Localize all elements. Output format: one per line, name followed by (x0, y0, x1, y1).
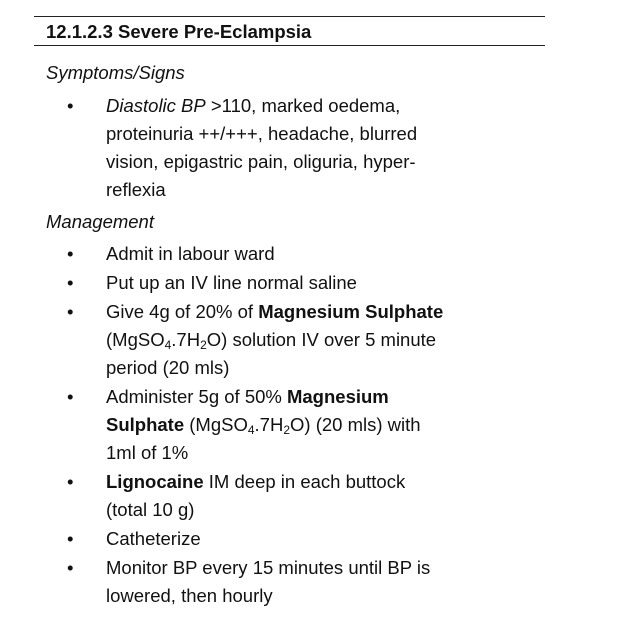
management-item-iv-line (0, 269, 628, 297)
bullet-icon: • (67, 95, 74, 116)
management-item-maintenance-dose (0, 383, 628, 467)
text-line: Monitor BP every 15 minutes until BP is (106, 557, 431, 578)
management-item-catheterize (0, 525, 628, 553)
management-item-lignocaine (0, 468, 628, 524)
diastolic-bp-label: Diastolic BP (106, 95, 206, 116)
text-line: reflexia (106, 179, 166, 200)
text-segment: (MgSO (106, 329, 165, 350)
text-line: (total 10 g) (106, 499, 195, 520)
bullet-icon: • (67, 557, 74, 578)
management-item-monitor-bp (0, 554, 628, 610)
text-line: Admit in labour ward (106, 243, 275, 264)
drug-name: Sulphate (106, 414, 185, 435)
text-line (106, 383, 628, 411)
symptoms-list (0, 92, 628, 204)
text-line: 1ml of 1% (106, 442, 189, 463)
symptoms-list-item (0, 92, 628, 204)
subscript: 4 (247, 423, 255, 437)
bullet-icon: • (67, 243, 74, 264)
text-line: lowered, then hourly (106, 585, 273, 606)
management-item-loading-dose (0, 298, 628, 382)
subscript: 2 (200, 338, 207, 352)
bullet-icon: • (67, 471, 74, 492)
subscript: 2 (283, 423, 291, 437)
drug-name: Magnesium Sulphate (258, 301, 444, 322)
bullet-icon: • (67, 528, 74, 549)
text-line (106, 468, 628, 496)
management-item-admit (0, 240, 628, 268)
text-line: vision, epigastric pain, oliguria, hyper- (106, 151, 416, 172)
text-line (106, 411, 628, 439)
text-segment: Administer 5g of 50% (106, 386, 287, 407)
bullet-icon: • (67, 386, 74, 407)
symptoms-signs-label: Symptoms/Signs (46, 62, 185, 83)
section-heading: 12.1.2.3 Severe Pre-Eclampsia (46, 21, 312, 42)
text-line: Put up an IV line normal saline (106, 272, 357, 293)
text-line (106, 92, 628, 120)
bullet-icon: • (67, 301, 74, 322)
top-rule (34, 16, 545, 17)
text-segment: (MgSO (184, 414, 248, 435)
text-segment: O) solution IV over 5 minute (206, 329, 437, 350)
text-line: Catheterize (106, 528, 201, 549)
text-segment: O) (20 mls) with (290, 414, 421, 435)
text-line: proteinuria ++/+++, headache, blurred (106, 123, 418, 144)
text-line (106, 298, 628, 326)
text-segment: >110, marked oedema, (205, 95, 401, 116)
text-line: period (20 mls) (106, 357, 230, 378)
text-segment: Give 4g of 20% of (106, 301, 259, 322)
text-line (106, 326, 628, 354)
text-segment: .7H (171, 329, 201, 350)
drug-name: Lignocaine (106, 471, 204, 492)
bullet-icon: • (67, 272, 74, 293)
subscript: 4 (164, 338, 172, 352)
management-list (0, 240, 628, 611)
text-segment: .7H (254, 414, 284, 435)
heading-underline (34, 45, 545, 46)
drug-name: Magnesium (286, 386, 389, 407)
text-segment: IM deep in each buttock (203, 471, 406, 492)
management-label: Management (46, 211, 154, 232)
